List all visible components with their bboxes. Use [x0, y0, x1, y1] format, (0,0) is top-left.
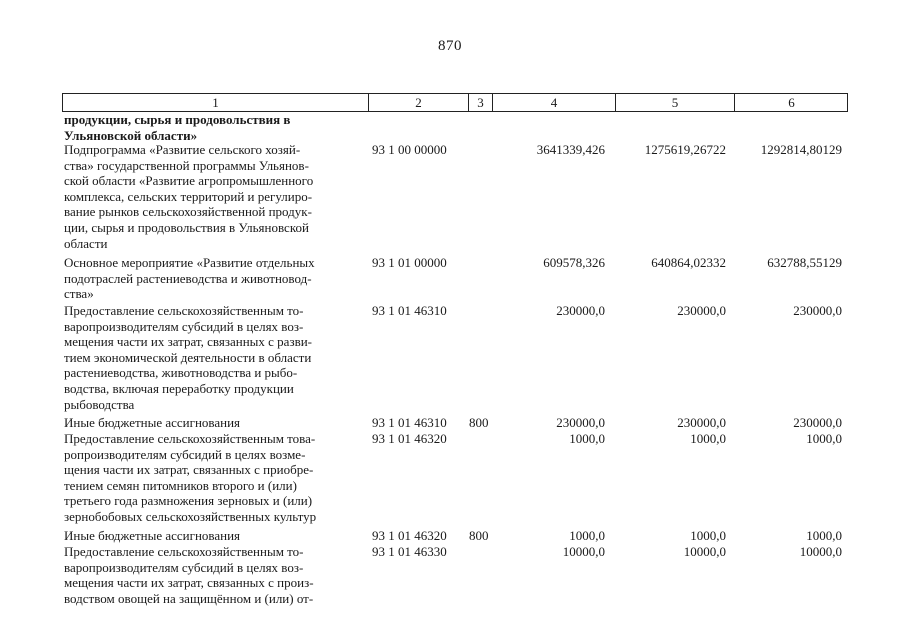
description-line: Основное мероприятие «Развитие отдельных	[64, 255, 315, 270]
description-line: водством овощей на защищённом и (или) от-	[64, 590, 314, 606]
description-line: продукции, сырья и продовольствия в	[64, 112, 291, 127]
table-header-row	[62, 93, 848, 112]
row-description	[64, 431, 360, 525]
row-value-col5: 640864,02332	[651, 255, 726, 270]
row-value-col4: 230000,0	[556, 303, 605, 318]
description-line: тением семян питомников второго и (или)	[64, 477, 297, 493]
description-line: варопроизводителям субсидий в целях воз-	[64, 318, 304, 334]
description-line: водства, включая переработку продукции	[64, 380, 294, 396]
description-line: тием экономической деятельности в области	[64, 349, 312, 365]
header-col-4: 4	[492, 94, 615, 111]
row-value-col4: 1000,0	[569, 528, 605, 543]
row-value-col5: 10000,0	[683, 544, 726, 559]
header-col-2: 2	[368, 94, 468, 111]
row-value-col6: 10000,0	[799, 544, 842, 559]
row-code: 93 1 01 00000	[372, 255, 447, 270]
row-value-col6: 1000,0	[806, 431, 842, 446]
description-line: Иные бюджетные ассигнования	[64, 528, 241, 543]
row-code: 93 1 00 00000	[372, 142, 447, 157]
description-line: третьего года размножения зерновых и (или)	[64, 493, 313, 509]
row-value-col5: 1000,0	[690, 528, 726, 543]
row-description	[64, 303, 360, 412]
description-line: ства» государственной программы Ульянов-	[64, 157, 309, 173]
description-line: ропроизводителям субсидий в целях возме-	[64, 446, 306, 462]
row-value-col6: 1292814,80129	[760, 142, 842, 157]
description-line: Предоставление сельскохозяйственным то-	[64, 303, 304, 318]
row-value-col4: 10000,0	[562, 544, 605, 559]
description-line: Иные бюджетные ассигнования	[64, 415, 241, 430]
row-value-col6: 1000,0	[806, 528, 842, 543]
row-code: 93 1 01 46330	[372, 544, 447, 559]
description-line: варопроизводителям субсидий в целях воз-	[64, 559, 304, 575]
description-line: зернобобовых сельскохозяйственных культур	[64, 508, 317, 524]
row-expense-type: 800	[469, 415, 489, 430]
description-line: Подпрограмма «Развитие сельского хозяй-	[64, 142, 301, 157]
row-description	[64, 142, 360, 251]
description-line: ства»	[64, 286, 94, 302]
row-value-col6: 230000,0	[793, 303, 842, 318]
description-line: Ульяновской области»	[64, 127, 198, 143]
row-code: 93 1 01 46320	[372, 528, 447, 543]
row-expense-type: 800	[469, 528, 489, 543]
page-number: 870	[438, 38, 462, 54]
row-code: 93 1 01 46310	[372, 415, 447, 430]
row-description	[64, 112, 360, 143]
row-value-col6: 230000,0	[793, 415, 842, 430]
row-value-col4: 230000,0	[556, 415, 605, 430]
header-col-1: 1	[212, 95, 219, 110]
row-description	[64, 528, 360, 544]
header-col-5: 5	[615, 94, 734, 111]
description-line: рыбоводства	[64, 396, 135, 412]
row-code: 93 1 01 46310	[372, 303, 447, 318]
row-value-col4: 609578,326	[543, 255, 605, 270]
description-line: области	[64, 235, 108, 251]
description-line: комплекса, сельских территорий и регулиро-	[64, 188, 313, 204]
description-line: растениеводства, животноводства и рыбо-	[64, 365, 298, 381]
description-line: мещения части их затрат, связанных с произ-	[64, 575, 314, 591]
description-line: мещения части их затрат, связанных с разви-	[64, 334, 313, 350]
row-description	[64, 415, 360, 431]
row-value-col4: 1000,0	[569, 431, 605, 446]
row-value-col6: 632788,55129	[767, 255, 842, 270]
row-value-col4: 3641339,426	[536, 142, 605, 157]
header-col-3: 3	[468, 94, 492, 111]
description-line: ции, сырья и продовольствия в Ульяновской	[64, 219, 309, 235]
row-value-col5: 1275619,26722	[644, 142, 726, 157]
row-description	[64, 544, 360, 606]
description-line: ской области «Развитие агропромышленного	[64, 173, 314, 189]
description-line: Предоставление сельскохозяйственным то-	[64, 544, 304, 559]
row-value-col5: 230000,0	[677, 303, 726, 318]
description-line: подотраслей растениеводства и животновод-	[64, 270, 312, 286]
row-code: 93 1 01 46320	[372, 431, 447, 446]
row-description	[64, 255, 360, 302]
header-col-6: 6	[734, 94, 848, 111]
row-value-col5: 1000,0	[690, 431, 726, 446]
description-line: вание рынков сельскохозяйственной продук-	[64, 204, 312, 220]
row-value-col5: 230000,0	[677, 415, 726, 430]
description-line: Предоставление сельскохозяйственным това-	[64, 431, 316, 446]
description-line: щения части их затрат, связанных с приобре-	[64, 462, 314, 478]
